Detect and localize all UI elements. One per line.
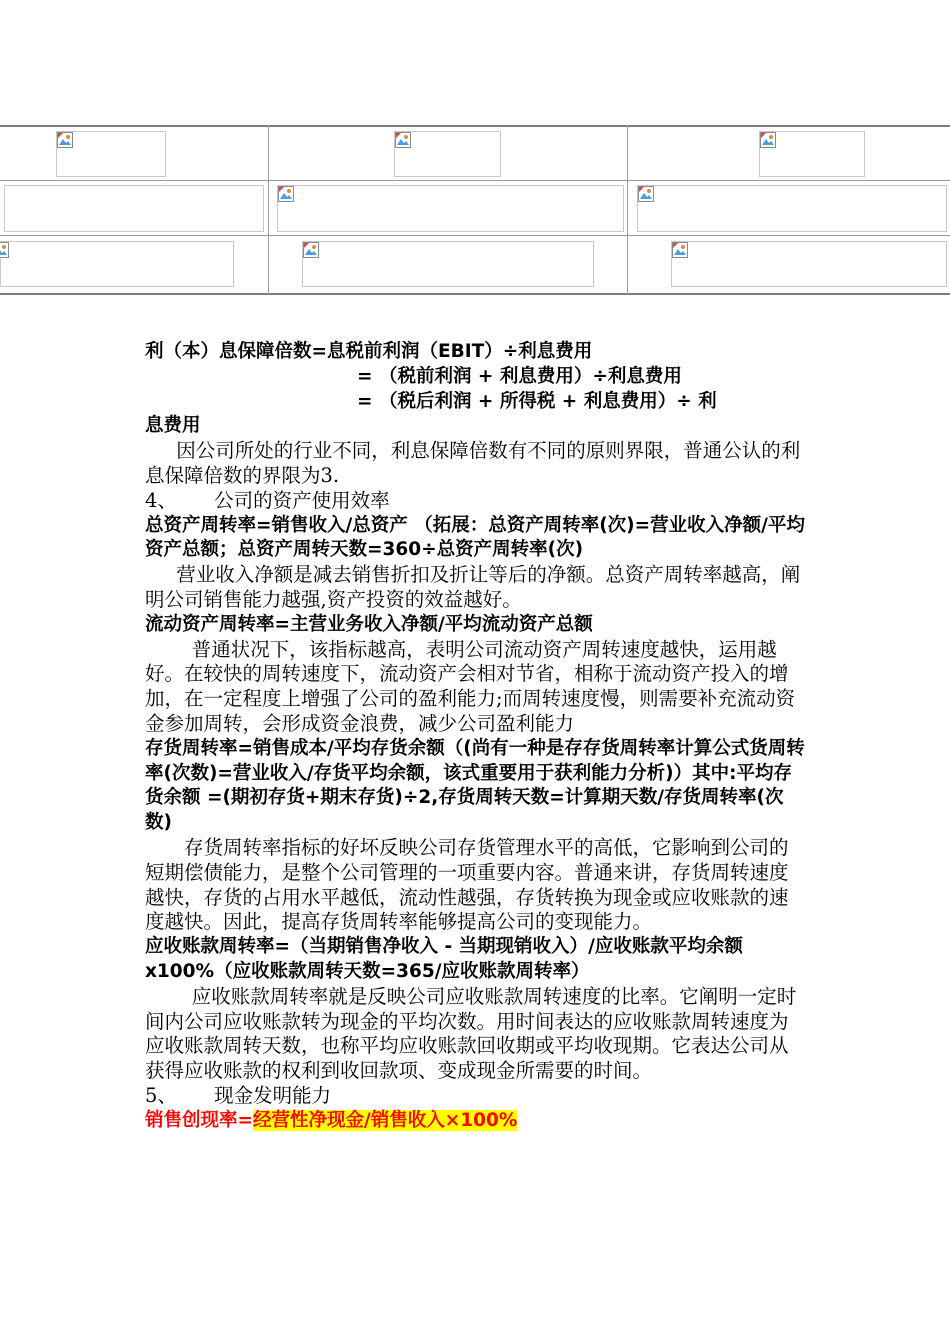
broken-image-icon <box>278 186 294 202</box>
image-placeholder <box>277 185 624 232</box>
current-asset-turnover-formula: 流动资产周转率=主营业务收入净额/平均流动资产总额 <box>145 613 593 635</box>
interest-coverage-equation-1: = （税前利润 + 利息费用）÷利息费用 <box>357 365 682 387</box>
grid-border-bottom <box>0 293 950 295</box>
cash-ratio-formula <box>145 1109 805 1134</box>
document-body <box>145 340 805 1134</box>
total-asset-turnover-formula: 总资产周转率=销售收入/总资产 （拓展：总资产周转率(次)=营业收入净额/平均资产总额；总资产周转天数=360÷总资产周转率(次) <box>145 514 805 561</box>
image-placeholder-grid <box>0 125 950 295</box>
grid-col-divider <box>268 125 269 295</box>
inventory-turnover-formula: 存货周转率=销售成本/平均存货余额（(尚有一种是存存货周转率计算公式货周转率(次数)=营业收入/存货平均余额，该式重要用于获利能力分析)）其中:平均存货余额 =(期初存货+期末存货)÷2,存货周转天数=计算期天数/存货周转率(次数) <box>145 737 805 834</box>
grid-col-divider <box>627 125 628 295</box>
broken-image-icon <box>57 132 73 148</box>
broken-image-icon <box>395 132 411 148</box>
image-placeholder <box>637 185 947 232</box>
section-5-heading: 5、 现金发明能力 <box>145 1083 332 1107</box>
grid-row-divider <box>0 235 950 236</box>
interest-coverage-equation-2: = （税后利润 + 所得税 + 利息费用）÷ 利 <box>357 390 717 412</box>
receivables-turnover-note: 应收账款周转率就是反映公司应收账款周转速度的比率。它阐明一定时间内公司应收账款转为现金的平均次数。用时间表达的应收账款周转速度为应收账款周转天数，也称平均应收账款回收期或平均收现期。它表达公司从获得应收账款的权利到收回款项、变成现金所需要的时间。 <box>145 984 797 1083</box>
inventory-turnover-note: 存货周转率指标的好坏反映公司存货管理水平的高低，它影响到公司的短期偿债能力，是整个公司管理的一项重要内容。普通来讲，存货周转速度越快，存货的占用水平越低，流动性越强，存货转换为现金或应收账款的速度越快。因此，提高存货周转率能够提高公司的变现能力。 <box>145 835 789 934</box>
interest-coverage-equation-2-continued: 息费用 <box>145 415 201 437</box>
broken-image-icon <box>0 242 9 258</box>
image-placeholder <box>759 131 865 177</box>
broken-image-icon <box>672 242 688 258</box>
current-asset-turnover-note: 普通状况下，该指标越高，表明公司流动资产周转速度越快，运用越好。在较快的周转速度下，流动资产会相对节省，相称于流动资产投入的增加，在一定程度上增强了公司的盈利能力;而周转速度慢，则需要补充流动资金参加周转，会形成资金浪费，减少公司盈利能力 <box>145 637 796 735</box>
section-4-heading: 4、 公司的资产使用效率 <box>145 488 390 512</box>
broken-image-icon <box>303 242 319 258</box>
image-placeholder <box>4 185 264 232</box>
grid-border-top <box>0 125 950 127</box>
cash-ratio-label: 销售创现率= <box>145 1109 254 1131</box>
broken-image-icon <box>760 132 776 148</box>
total-asset-turnover-note: 营业收入净额是减去销售折扣及折让等后的净额。总资产周转率越高，阐明公司销售能力越强,资产投资的效益越好。 <box>145 563 801 611</box>
image-placeholder <box>394 131 501 177</box>
interest-coverage-formula: 利（本）息保障倍数=息税前利润（EBIT）÷利息费用 <box>145 341 593 362</box>
image-placeholder <box>56 131 166 177</box>
image-placeholder <box>671 241 947 287</box>
image-placeholder <box>302 241 594 287</box>
broken-image-icon <box>638 186 654 202</box>
receivables-turnover-formula: 应收账款周转率=（当期销售净收入 - 当期现销收入）/应收账款平均余额x100%（应收账款周转天数=365/应收账款周转率） <box>145 936 743 982</box>
image-placeholder <box>0 241 234 287</box>
cash-ratio-highlighted-formula: 经营性净现金/销售收入×100% <box>253 1109 518 1131</box>
grid-row-divider <box>0 180 950 181</box>
interest-coverage-note: 因公司所处的行业不同，利息保障倍数有不同的原则界限，普通公认的利息保障倍数的界限为3. <box>145 439 801 487</box>
